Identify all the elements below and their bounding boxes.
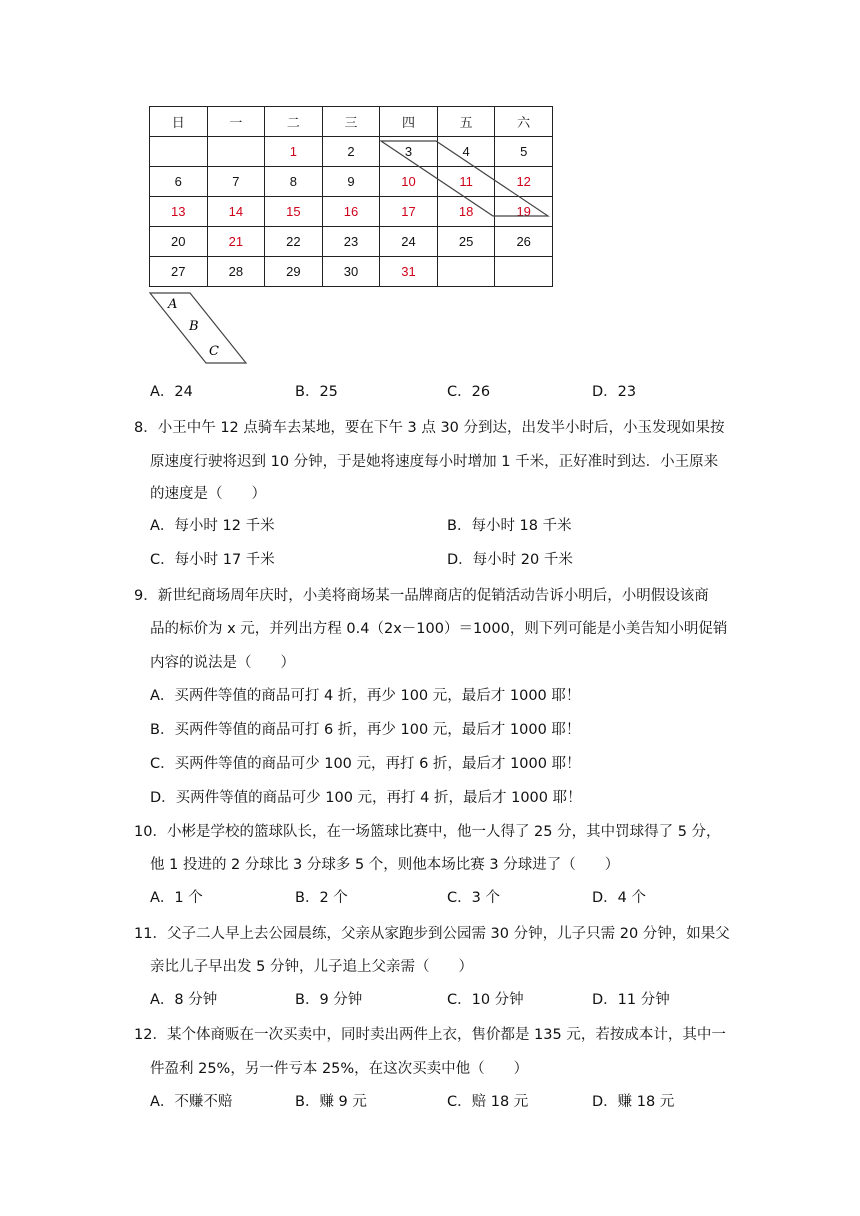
calendar-day: 4 <box>437 137 495 167</box>
q8-option-b[interactable]: B．每小时 18 千米 <box>447 518 572 534</box>
q11-line-2: 亲比儿子早出发 5 分钟，儿子追上父亲需（ ） <box>150 959 473 975</box>
q8-option-d[interactable]: D．每小时 20 千米 <box>447 552 573 568</box>
calendar-week-row <box>150 227 553 257</box>
q8-option-a[interactable]: A．每小时 12 千米 <box>150 518 275 534</box>
calendar-day: 31 <box>380 257 438 287</box>
calendar-day: 26 <box>495 227 553 257</box>
calendar-day: 9 <box>322 167 380 197</box>
calendar-header-cell: 日 <box>150 107 208 137</box>
calendar-day: 24 <box>380 227 438 257</box>
q9-option-d[interactable]: D．买两件等值的商品可少 100 元，再打 4 折，最后才 1000 耶！ <box>150 790 582 806</box>
q10-option-c[interactable]: C．3 个 <box>447 890 500 906</box>
q8-line-3: 的速度是（ ） <box>150 486 266 502</box>
calendar-day: 6 <box>150 167 208 197</box>
calendar-day <box>495 257 553 287</box>
calendar-day: 16 <box>322 197 380 227</box>
shape-label-c: C <box>209 344 219 359</box>
calendar-header-cell: 六 <box>495 107 553 137</box>
calendar-day: 21 <box>207 227 265 257</box>
calendar-day: 13 <box>150 197 208 227</box>
q10-option-d[interactable]: D．4 个 <box>592 890 646 906</box>
calendar-week-row <box>150 257 553 287</box>
calendar-day: 22 <box>265 227 323 257</box>
q11-option-a[interactable]: A．8 分钟 <box>150 992 218 1008</box>
calendar-day: 11 <box>437 167 495 197</box>
calendar-day: 28 <box>207 257 265 287</box>
q9-line-2: 品的标价为 x 元，并列出方程 0.4（2x－100）＝1000，则下列可能是小美告知小明促销 <box>150 621 728 637</box>
shape-label-a: A <box>168 297 178 312</box>
q12-line-1: 12．某个体商贩在一次买卖中，同时卖出两件上衣，售价都是 135 元，若按成本计，其中一 <box>134 1027 726 1043</box>
calendar-week-row <box>150 197 553 227</box>
calendar-day: 25 <box>437 227 495 257</box>
q9-option-c[interactable]: C．买两件等值的商品可少 100 元，再打 6 折，最后才 1000 耶！ <box>150 756 581 772</box>
calendar-header-row <box>150 107 553 137</box>
calendar-week-row <box>150 167 553 197</box>
q11-line-1: 11．父子二人早上去公园晨练，父亲从家跑步到公园需 30 分钟，儿子只需 20 分钟，如果父 <box>134 926 730 942</box>
calendar-day <box>437 257 495 287</box>
calendar-day <box>150 137 208 167</box>
q12-line-2: 件盈利 25%，另一件亏本 25%，在这次买卖中他（ ） <box>150 1061 529 1077</box>
q10-line-1: 10．小彬是学校的篮球队长，在一场篮球比赛中，他一人得了 25 分，其中罚球得了 5 分， <box>134 824 721 840</box>
q12-option-d[interactable]: D．赚 18 元 <box>592 1094 675 1110</box>
calendar-day: 19 <box>495 197 553 227</box>
calendar-day: 1 <box>265 137 323 167</box>
calendar-day: 23 <box>322 227 380 257</box>
q10-line-2: 他 1 投进的 2 分球比 3 分球多 5 个，则他本场比赛 3 分球进了（ ） <box>150 857 620 873</box>
calendar-header-cell: 一 <box>207 107 265 137</box>
q7-option-c[interactable]: C．26 <box>447 384 491 400</box>
q12-option-b[interactable]: B．赚 9 元 <box>295 1094 367 1110</box>
calendar-table <box>149 106 553 287</box>
calendar-day: 27 <box>150 257 208 287</box>
q12-option-a[interactable]: A．不赚不赔 <box>150 1094 233 1110</box>
q9-line-1: 9．新世纪商场周年庆时，小美将商场某一品牌商店的促销活动告诉小明后，小明假设该商 <box>134 588 709 604</box>
calendar-day: 17 <box>380 197 438 227</box>
q8-option-c[interactable]: C．每小时 17 千米 <box>150 552 275 568</box>
calendar-day: 12 <box>495 167 553 197</box>
calendar-day: 18 <box>437 197 495 227</box>
q12-option-c[interactable]: C．赔 18 元 <box>447 1094 529 1110</box>
calendar-header-cell: 五 <box>437 107 495 137</box>
q7-option-b[interactable]: B．25 <box>295 384 338 400</box>
q11-option-c[interactable]: C．10 分钟 <box>447 992 524 1008</box>
q9-option-b[interactable]: B．买两件等值的商品可打 6 折，再少 100 元，最后才 1000 耶！ <box>150 722 581 738</box>
shape-label-b: B <box>189 319 199 334</box>
q11-option-d[interactable]: D．11 分钟 <box>592 992 670 1008</box>
calendar-day: 7 <box>207 167 265 197</box>
q10-option-a[interactable]: A．1 个 <box>150 890 203 906</box>
calendar-day: 10 <box>380 167 438 197</box>
calendar-day: 29 <box>265 257 323 287</box>
q7-option-a[interactable]: A．24 <box>150 384 193 400</box>
calendar-day: 30 <box>322 257 380 287</box>
q8-line-1: 8．小王中午 12 点骑车去某地，要在下午 3 点 30 分到达，出发半小时后，小玉发现如果按 <box>134 420 725 436</box>
calendar-day: 5 <box>495 137 553 167</box>
q9-line-3: 内容的说法是（ ） <box>150 655 295 671</box>
calendar <box>149 106 553 282</box>
calendar-day: 14 <box>207 197 265 227</box>
calendar-header-cell: 三 <box>322 107 380 137</box>
calendar-week-row <box>150 137 553 167</box>
calendar-day: 20 <box>150 227 208 257</box>
q7-option-d[interactable]: D．23 <box>592 384 637 400</box>
calendar-day: 3 <box>380 137 438 167</box>
calendar-day: 15 <box>265 197 323 227</box>
calendar-day: 8 <box>265 167 323 197</box>
abc-parallelogram-figure <box>148 291 250 365</box>
q9-option-a[interactable]: A．买两件等值的商品可打 4 折，再少 100 元，最后才 1000 耶！ <box>150 688 581 704</box>
q8-line-2: 原速度行驶将迟到 10 分钟，于是她将速度每小时增加 1 千米，正好准时到达．小王原来 <box>150 454 719 470</box>
calendar-header-cell: 二 <box>265 107 323 137</box>
calendar-day <box>207 137 265 167</box>
calendar-header-cell: 四 <box>380 107 438 137</box>
q11-option-b[interactable]: B．9 分钟 <box>295 992 363 1008</box>
q10-option-b[interactable]: B．2 个 <box>295 890 348 906</box>
calendar-day: 2 <box>322 137 380 167</box>
